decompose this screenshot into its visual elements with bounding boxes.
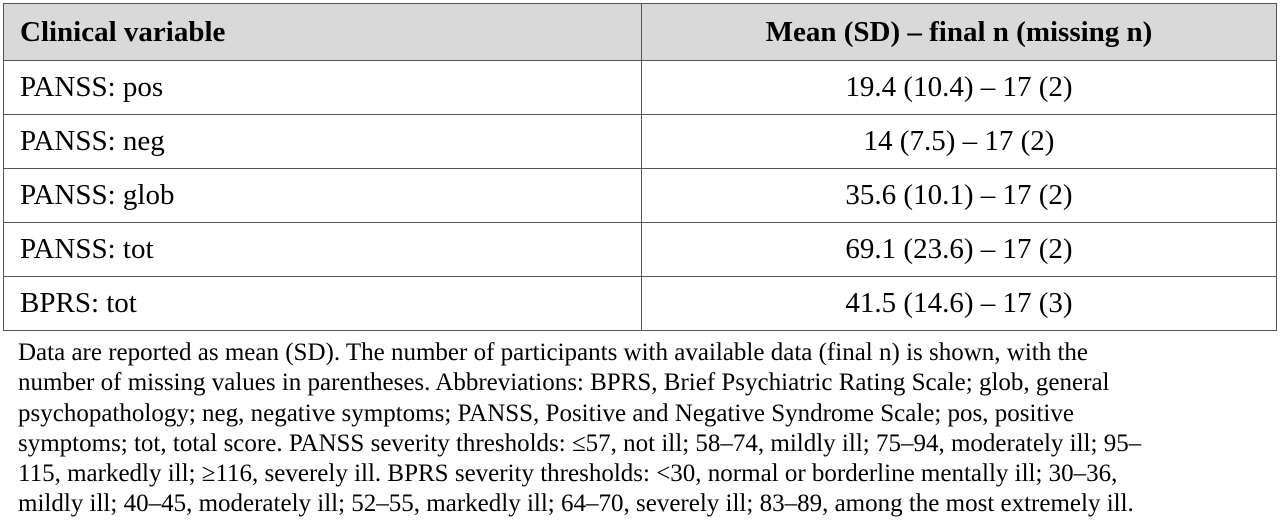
row-value: 69.1 (23.6) – 17 (2) — [642, 223, 1277, 277]
row-value: 19.4 (10.4) – 17 (2) — [642, 61, 1277, 115]
table-footnote — [18, 338, 1268, 520]
footnote-line: number of missing values in parentheses. Abbreviations: BPRS, Brief Psychiatric Rating Scale; glob, general — [18, 369, 1110, 397]
row-variable: PANSS: glob — [4, 169, 642, 223]
footnote-line: psychopathology; neg, negative symptoms; PANSS, Positive and Negative Syndrome Scale; pos, positive — [18, 399, 1074, 427]
header-mean-sd: Mean (SD) – final n (missing n) — [642, 4, 1277, 61]
footnote-line: 115, markedly ill; ≥116, severely ill. BPRS severity thresholds: <30, normal or borderline mentally ill; 30–36, — [18, 460, 1118, 488]
table-row — [4, 61, 1277, 115]
row-variable: PANSS: tot — [4, 223, 642, 277]
row-value: 41.5 (14.6) – 17 (3) — [642, 277, 1277, 331]
table-row — [4, 169, 1277, 223]
row-variable: PANSS: neg — [4, 115, 642, 169]
table-body — [4, 61, 1277, 331]
footnote-line: Data are reported as mean (SD). The number of participants with available data (final n) is shown, with the — [18, 339, 1089, 366]
table-row — [4, 277, 1277, 331]
clinical-variables-table-wrapper — [3, 3, 1276, 331]
clinical-variables-table — [3, 3, 1277, 331]
footnote-line: symptoms; tot, total score. PANSS severity thresholds: ≤57, not ill; 58–74, mildly ill; 75–94, moderately ill; 95– — [18, 429, 1142, 457]
row-variable: PANSS: pos — [4, 61, 642, 115]
header-row — [4, 4, 1277, 61]
row-value: 35.6 (10.1) – 17 (2) — [642, 169, 1277, 223]
row-value: 14 (7.5) – 17 (2) — [642, 115, 1277, 169]
table-header — [4, 4, 1277, 61]
row-variable: BPRS: tot — [4, 277, 642, 331]
header-clinical-variable: Clinical variable — [4, 4, 642, 61]
footnote-line: mildly ill; 40–45, moderately ill; 52–55, markedly ill; 64–70, severely ill; 83–89, among the most extremely ill. — [18, 490, 1134, 518]
table-row — [4, 223, 1277, 277]
table-row — [4, 115, 1277, 169]
